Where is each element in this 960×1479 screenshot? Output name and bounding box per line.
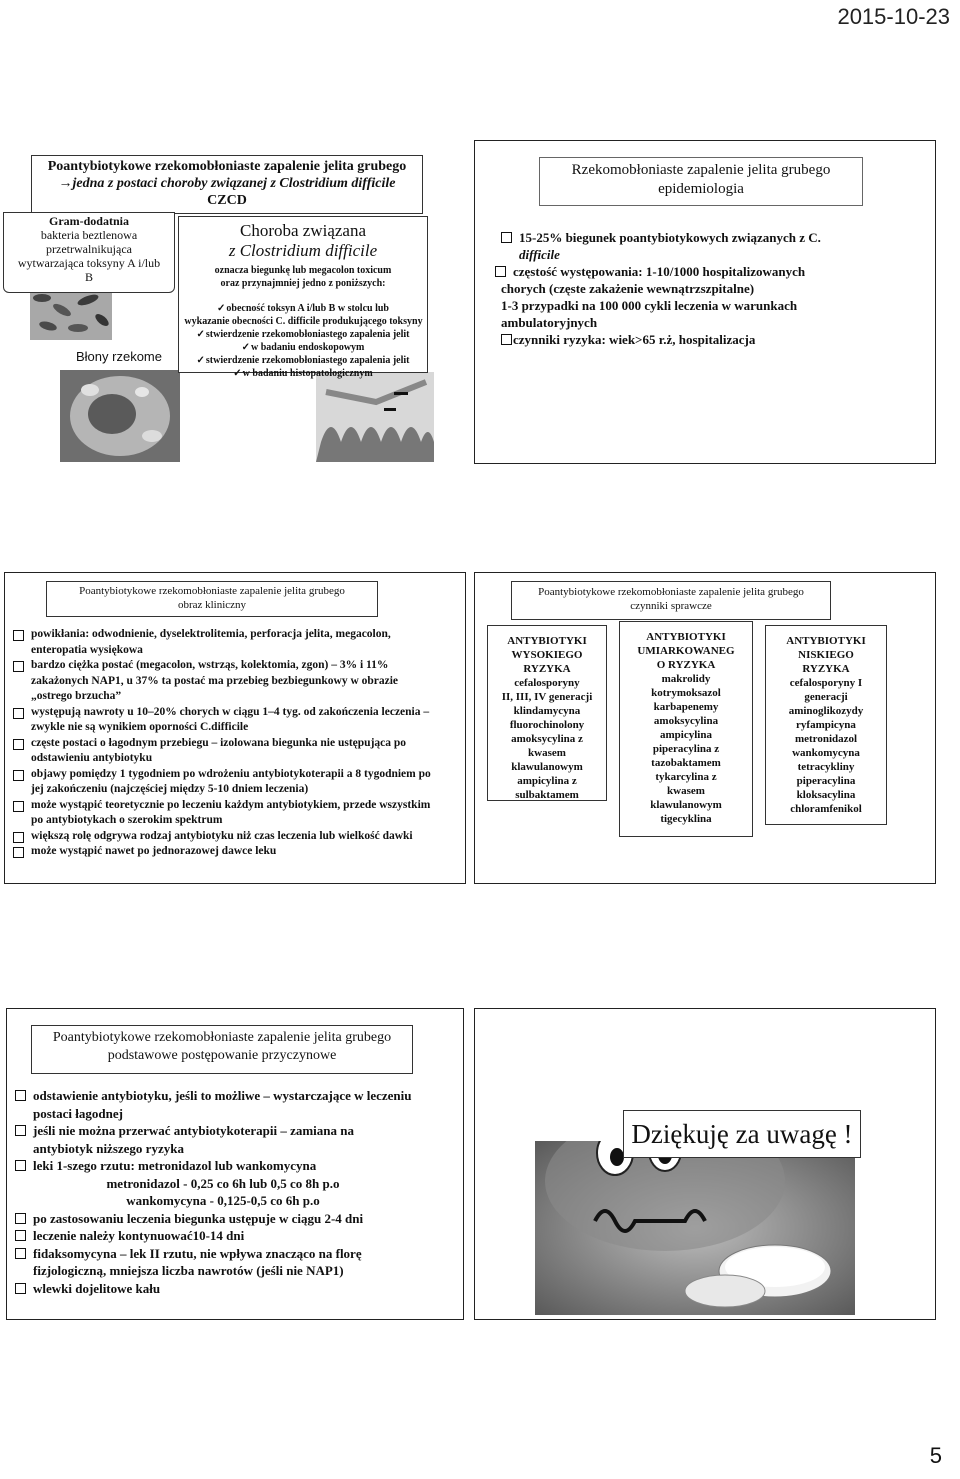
bacteria-image	[30, 288, 112, 340]
slide1-title	[31, 155, 423, 214]
box-title-1: Choroba związana	[239, 221, 367, 240]
membrane-label: Błony rzekome	[59, 344, 179, 370]
cartoon-photo	[535, 1141, 855, 1315]
def-line-2: oraz przynajmniej jedno z poniższych:	[220, 278, 386, 289]
col-line: tazobaktamem	[651, 757, 721, 769]
box-title-2: z Clostridium difficile	[228, 241, 378, 260]
epi-line-2: difficile	[519, 247, 560, 262]
slide3-title	[46, 581, 378, 617]
moderate-risk-column	[619, 621, 753, 837]
col-line: ryfampicyna	[796, 719, 856, 731]
col-line: ampicylina	[660, 729, 712, 741]
clinical-list	[11, 627, 431, 860]
dose-wankomycyna: wankomycyna - 0,125-0,5 co 6h p.o	[126, 1193, 320, 1208]
header-date: 2015-10-23	[837, 4, 950, 29]
slide-thanks	[474, 1008, 936, 1320]
slide2-title	[539, 157, 863, 206]
clinical-item: częste postaci o łagodnym przebiegu – izolowana biegunka nie ustępująca po odstawieniu antybiotyku	[11, 736, 431, 767]
definition-box	[178, 216, 428, 379]
clinical-item: może wystąpić nawet po jednorazowej dawce leku	[11, 844, 431, 860]
criterion-5: ✓ stwierdzenie rzekomobłoniastego zapalenia jelit	[179, 354, 427, 367]
clinical-item: większą rolę odgrywa rodzaj antybiotyku niż czas leczenia lub wielkość dawki	[11, 829, 431, 845]
col-line: piperacylina	[796, 775, 856, 787]
criterion-2: wykazanie obecności C. difficile produkującego toksyny	[184, 316, 423, 327]
slide-causative-factors	[474, 572, 936, 884]
treatment-item: odstawienie antybiotyku, jeśli to możliwe – wystarczające w leczeniu postaci łagodnej	[13, 1087, 413, 1122]
slide5-title	[31, 1025, 413, 1074]
title-line-1: Poantybiotykowe rzekomobłoniaste zapalenie jelita grubego	[47, 159, 407, 174]
col-line: chloramfenikol	[790, 803, 862, 815]
slide4-title	[511, 581, 831, 620]
treatment-item: jeśli nie można przerwać antybiotykoterapii – zamiana na antybiotyk niższego ryzyka	[13, 1122, 413, 1157]
clinical-item: powikłania: odwodnienie, dyselektrolitemia, perforacja jelita, megacolon, enteropatia wysiękowa	[11, 627, 431, 658]
col-line: kotrymoksazol	[651, 687, 721, 699]
treatment-item: leczenie należy kontynuować10-14 dni	[13, 1227, 413, 1245]
col-line: ampicylina z	[517, 775, 577, 787]
treatment-list	[13, 1087, 413, 1297]
epi-line-7: czynniki ryzyka: wiek>65 r.ż, hospitalizacja	[501, 331, 921, 348]
col-line: amoksycylina z	[511, 733, 583, 745]
col-line: metronidazol	[794, 733, 858, 745]
col-line: wankomycyna	[792, 747, 860, 759]
histology-photo	[316, 372, 434, 462]
thanks-box: Dziękuję za uwagę !	[623, 1110, 861, 1158]
slide3-title-2: obraz kliniczny	[177, 599, 247, 611]
dose-metronidazol: metronidazol - 0,25 co 6h lub 0,5 co 8h p.o	[106, 1175, 340, 1191]
col-line: kwasem	[528, 747, 566, 759]
slide-czcd	[3, 140, 465, 462]
epi-line-5: 1-3 przypadki na 100 000 cykli leczenia w warunkach	[501, 298, 798, 313]
col-line: ANTYBIOTYKI	[646, 631, 726, 643]
col-line: generacji	[804, 691, 848, 703]
high-risk-column	[487, 625, 607, 801]
col-line: RYZYKA	[523, 663, 571, 675]
clinical-item: objawy pomiędzy 1 tygodniem po wdrożeniu antybiotykoterapii a 8 tygodniem po jej zakończeniu (najczęściej między 5-10 dniem leczenia)	[11, 767, 431, 798]
col-line: cefalosporyny	[514, 677, 580, 689]
slide-epidemiology	[474, 140, 936, 464]
epi-line-3: częstość występowania: 1-10/1000 hospitalizowanych	[501, 263, 921, 280]
slide5-title-1: Poantybiotykowe rzekomobłoniaste zapalenie jelita grubego	[52, 1030, 392, 1045]
bacteria-micrograph	[30, 288, 112, 340]
slide-clinical	[4, 572, 466, 884]
treatment-item: leki 1-szego rzutu: metronidazol lub wankomycyna	[13, 1157, 413, 1175]
col-line: NISKIEGO	[798, 649, 854, 661]
title-line-3: CZCD	[207, 193, 247, 208]
col-line: tykarcylina z	[655, 771, 717, 783]
col-line: sulbaktamem	[515, 789, 579, 801]
treatment-item: po zastosowaniu leczenia biegunka ustępuje w ciągu 2-4 dni	[13, 1210, 413, 1228]
gram-line: B	[84, 270, 93, 284]
col-line: UMIARKOWANEG	[637, 645, 735, 657]
criteria-list	[179, 302, 427, 380]
col-line: klawulanowym	[650, 799, 722, 811]
gram-line: bakteria beztlenowa	[40, 228, 138, 242]
col-line: ANTYBIOTYKI	[786, 635, 866, 647]
clinical-item: bardzo ciężka postać (megacolon, wstrząs, kolektomia, zgon) – 3% i 11% zakażonych NAP1, u 37% ta postać ma przebieg bezbiegunkowy w obrazie „ostrego brzucha”	[11, 658, 431, 705]
gram-line: przetrwalnikująca	[46, 242, 132, 256]
col-line: karbapenemy	[653, 701, 719, 713]
col-line: tigecyklina	[660, 813, 712, 825]
criterion-6: ✓ w badaniu histopatologicznym	[179, 367, 427, 380]
slide5-title-2: podstawowe postępowanie przyczynowe	[107, 1048, 337, 1063]
slide4-title-2: czynniki sprawcze	[630, 600, 712, 612]
col-line: II, III, IV generacji	[501, 691, 593, 703]
criterion-1: ✓ obecność toksyn A i/lub B w stolcu lub	[179, 302, 427, 315]
treatment-item: fidaksomycyna – lek II rzutu, nie wpływa znacząco na florę fizjologiczną, mniejsza liczba nawrotów (jeśli nie NAP1)	[13, 1245, 413, 1280]
gram-line: wytwarzająca toksyny A i/lub	[17, 256, 161, 270]
criterion-4: ✓ w badaniu endoskopowym	[179, 341, 427, 354]
low-risk-column	[765, 625, 887, 825]
title-line-2: →jedna z postaci choroby związanej z Clostridium difficile	[58, 176, 396, 191]
slide4-title-1: Poantybiotykowe rzekomobłoniaste zapalenie jelita grubego	[538, 586, 804, 598]
col-line: O RYZYKA	[656, 659, 716, 671]
page-number: 5	[929, 1443, 942, 1468]
treatment-item: wlewki dojelitowe kału	[13, 1280, 413, 1298]
col-line: kwasem	[667, 785, 705, 797]
criterion-3: ✓ stwierdzenie rzekomobłoniastego zapalenia jelit	[179, 328, 427, 341]
col-line: klindamycyna	[513, 705, 581, 717]
col-line: piperacylina z	[652, 743, 720, 755]
col-line: RYZYKA	[802, 663, 850, 675]
endoscopy-photo	[60, 370, 180, 462]
col-line: WYSOKIEGO	[511, 649, 583, 661]
col-line: tetracykliny	[797, 761, 855, 773]
slide-treatment	[6, 1008, 464, 1320]
gram-line: Gram-dodatnia	[48, 214, 129, 228]
col-line: aminoglikozydy	[788, 705, 864, 717]
col-line: amoksycylina	[653, 715, 719, 727]
epi-line-1: 15-25% biegunek poantybiotykowych związanych z C.	[501, 229, 921, 246]
col-line: klawulanowym	[511, 761, 583, 773]
col-line: kloksacylina	[796, 789, 856, 801]
slide2-title-1: Rzekomobłoniaste zapalenie jelita grubego	[571, 162, 831, 178]
col-line: fluorochinolony	[509, 719, 585, 731]
col-line: makrolidy	[661, 673, 711, 685]
clinical-item: występują nawroty u 10–20% chorych w ciągu 1–4 tyg. od zakończenia leczenia – zwykle nie są wynikiem oporności C.difficile	[11, 705, 431, 736]
epi-line-6: ambulatoryjnych	[501, 315, 598, 330]
col-line: cefalosporyny I	[789, 677, 863, 689]
clinical-item: może wystąpić teoretycznie po leczeniu każdym antybiotykiem, przede wszystkim po antybiotykach o szerokim spektrum	[11, 798, 431, 829]
epi-line-4: chorych (częste zakażenie wewnątrzszpitalne)	[501, 281, 755, 296]
slide2-title-2: epidemiologia	[658, 181, 744, 197]
epidemiology-list	[501, 229, 921, 348]
col-line: ANTYBIOTYKI	[507, 635, 587, 647]
def-line-1: oznacza biegunkę lub megacolon toxicum	[214, 265, 392, 276]
gram-box	[3, 212, 175, 293]
slide3-title-1: Poantybiotykowe rzekomobłoniaste zapalenie jelita grubego	[79, 585, 345, 597]
